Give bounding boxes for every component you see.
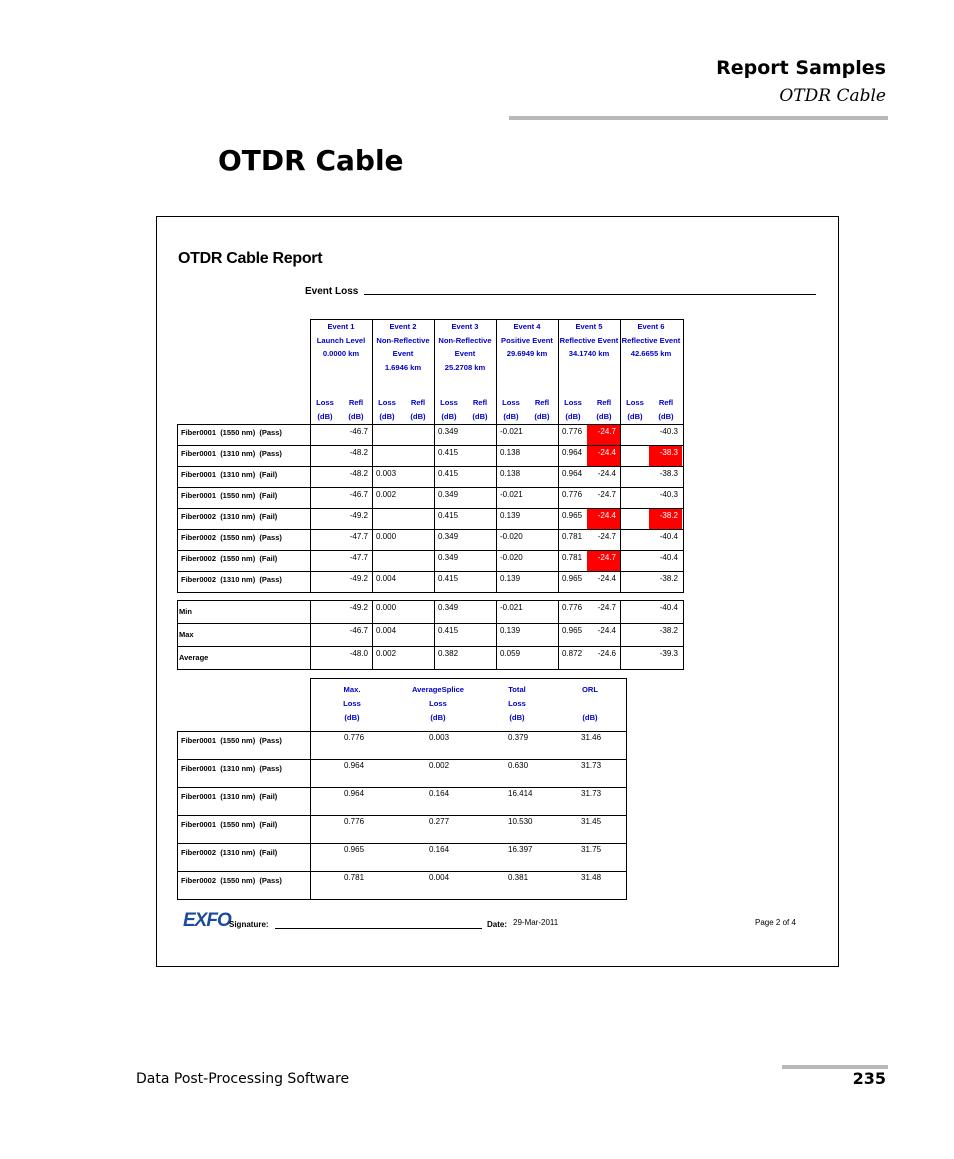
loss-value: 0.965 <box>562 574 583 583</box>
summary-row-label: Fiber0001 (1310 nm) (Pass) <box>181 764 282 773</box>
stat-refl-value: -39.3 <box>659 649 678 658</box>
summary-value: 0.002 <box>429 761 450 770</box>
stat-refl-value: -48.0 <box>349 649 368 658</box>
page-of: Page 2 of 4 <box>755 918 796 927</box>
summary-value: 0.381 <box>508 873 529 882</box>
summary-value: 0.964 <box>344 789 365 798</box>
grid-line <box>177 623 683 624</box>
loss-value: -0.020 <box>500 553 523 562</box>
stats-row-label: Min <box>179 607 192 616</box>
grid-line <box>177 571 683 572</box>
header-subtitle: OTDR Cable <box>779 86 886 106</box>
table-row-label: Fiber0001 (1310 nm) (Fail) <box>181 470 278 479</box>
stats-row-label: Average <box>179 653 209 662</box>
loss-value: 0.002 <box>376 490 397 499</box>
table-row-label: Fiber0001 (1550 nm) (Pass) <box>181 428 282 437</box>
loss-value: 0.964 <box>562 448 583 457</box>
loss-subheader: Loss (dB) <box>502 398 520 421</box>
summary-header-1: Max. Loss (dB) <box>343 685 361 722</box>
stat-loss-value: 0.382 <box>438 649 459 658</box>
loss-subheader: Loss (dB) <box>316 398 334 421</box>
stat-refl-value: -24.4 <box>597 626 616 635</box>
loss-value: 0.781 <box>562 532 583 541</box>
loss-subheader: Loss (dB) <box>564 398 582 421</box>
date-label: Date: <box>487 920 508 929</box>
refl-value: -38.2 <box>659 574 678 583</box>
summary-value: 0.965 <box>344 845 365 854</box>
loss-value: 0.415 <box>438 511 459 520</box>
loss-value: 0.138 <box>500 448 521 457</box>
summary-row-label: Fiber0002 (1550 nm) (Pass) <box>181 876 282 885</box>
event-header-5: Event 5 Reflective Event 34.1740 km <box>559 322 619 358</box>
stat-refl-value: -40.4 <box>659 603 678 612</box>
signature-label: Signature: <box>229 920 269 929</box>
loss-value: 0.139 <box>500 574 521 583</box>
refl-value: -40.4 <box>659 553 678 562</box>
summary-row-label: Fiber0002 (1310 nm) (Fail) <box>181 848 278 857</box>
loss-value: 0.004 <box>376 574 397 583</box>
grid-line <box>177 759 626 760</box>
refl-value: -40.3 <box>659 490 678 499</box>
refl-value: -24.4 <box>597 469 616 478</box>
grid-line <box>177 871 626 872</box>
loss-value: 0.415 <box>438 448 459 457</box>
summary-header-3: Total Loss (dB) <box>508 685 526 722</box>
grid-line <box>177 787 626 788</box>
grid-line <box>310 600 311 670</box>
refl-subheader: Refl (dB) <box>348 398 364 421</box>
refl-value: -46.7 <box>349 490 368 499</box>
refl-value: -40.4 <box>659 532 678 541</box>
stat-refl-value: -49.2 <box>349 603 368 612</box>
loss-value: 0.139 <box>500 511 521 520</box>
summary-value: 31.46 <box>581 733 602 742</box>
summary-value: 0.164 <box>429 845 450 854</box>
summary-value: 31.73 <box>581 761 602 770</box>
loss-subheader: Loss (dB) <box>626 398 644 421</box>
loss-value: 0.000 <box>376 532 397 541</box>
grid-line <box>177 466 683 467</box>
section-rule <box>364 294 816 295</box>
refl-value: -47.7 <box>349 532 368 541</box>
loss-value: 0.415 <box>438 469 459 478</box>
loss-subheader: Loss (dB) <box>378 398 396 421</box>
loss-value: 0.776 <box>562 427 583 436</box>
stat-refl-value: -38.2 <box>659 626 678 635</box>
loss-value: 0.964 <box>562 469 583 478</box>
stat-loss-value: -0.021 <box>500 603 523 612</box>
grid-line <box>177 487 683 488</box>
loss-value: -0.020 <box>500 532 523 541</box>
stat-loss-value: 0.059 <box>500 649 521 658</box>
loss-value: 0.965 <box>562 511 583 520</box>
refl-value: -46.7 <box>349 427 368 436</box>
loss-value: 0.138 <box>500 469 521 478</box>
refl-value: -48.2 <box>349 469 368 478</box>
loss-value: -0.021 <box>500 490 523 499</box>
table-row-label: Fiber0001 (1550 nm) (Fail) <box>181 491 278 500</box>
table-row-label: Fiber0002 (1310 nm) (Fail) <box>181 512 278 521</box>
footer-page-number: 235 <box>852 1069 886 1088</box>
refl-value: -49.2 <box>349 574 368 583</box>
summary-value: 10.530 <box>508 817 533 826</box>
loss-value: 0.349 <box>438 427 459 436</box>
loss-value: 0.776 <box>562 490 583 499</box>
grid-line <box>620 600 621 670</box>
summary-value: 0.776 <box>344 817 365 826</box>
table-row-label: Fiber0002 (1550 nm) (Fail) <box>181 554 278 563</box>
grid-line <box>372 600 373 670</box>
refl-value: -38.3 <box>659 448 678 457</box>
grid-line <box>496 600 497 670</box>
date-value: 29-Mar-2011 <box>513 918 559 927</box>
grid-line <box>177 529 683 530</box>
stat-loss-value: 0.139 <box>500 626 521 635</box>
grid-line <box>177 843 626 844</box>
loss-value: 0.349 <box>438 490 459 499</box>
refl-value: -47.7 <box>349 553 368 562</box>
event-header-6: Event 6 Reflective Event 42.6655 km <box>621 322 681 358</box>
summary-value: 16.414 <box>508 789 533 798</box>
grid-line <box>558 600 559 670</box>
loss-value: 0.415 <box>438 574 459 583</box>
stat-loss-value: 0.415 <box>438 626 459 635</box>
refl-value: -24.4 <box>597 511 616 520</box>
summary-value: 0.781 <box>344 873 365 882</box>
refl-value: -24.7 <box>597 532 616 541</box>
loss-value: 0.003 <box>376 469 397 478</box>
stat-loss-value: 0.004 <box>376 626 397 635</box>
stat-refl-value: -24.7 <box>597 603 616 612</box>
stat-loss-value: 0.776 <box>562 603 583 612</box>
refl-value: -24.7 <box>597 553 616 562</box>
summary-value: 0.964 <box>344 761 365 770</box>
refl-subheader: Refl (dB) <box>534 398 550 421</box>
grid-line <box>434 600 435 670</box>
report-title: OTDR Cable Report <box>178 250 323 267</box>
section-label: Event Loss <box>305 286 359 297</box>
stat-loss-value: 0.349 <box>438 603 459 612</box>
signature-line <box>275 928 482 929</box>
exfo-logo: EXFO <box>183 910 231 931</box>
refl-value: -49.2 <box>349 511 368 520</box>
refl-subheader: Refl (dB) <box>596 398 612 421</box>
refl-value: -24.7 <box>597 490 616 499</box>
page-title: OTDR Cable <box>218 144 404 177</box>
refl-value: -38.3 <box>659 469 678 478</box>
summary-value: 31.45 <box>581 817 602 826</box>
stat-loss-value: 0.002 <box>376 649 397 658</box>
loss-value: 0.349 <box>438 553 459 562</box>
refl-value: -48.2 <box>349 448 368 457</box>
refl-value: -24.4 <box>597 448 616 457</box>
header-rule <box>509 116 888 120</box>
summary-value: 16.397 <box>508 845 533 854</box>
refl-subheader: Refl (dB) <box>658 398 674 421</box>
refl-value: -40.3 <box>659 427 678 436</box>
event-header-3: Event 3 Non-Reflective Event 25.2708 km <box>438 322 492 372</box>
summary-row-label: Fiber0001 (1310 nm) (Fail) <box>181 792 278 801</box>
header-title: Report Samples <box>716 57 886 79</box>
stat-refl-value: -24.6 <box>597 649 616 658</box>
stat-loss-value: 0.000 <box>376 603 397 612</box>
stats-row-label: Max <box>179 630 194 639</box>
summary-value: 0.379 <box>508 733 529 742</box>
loss-value: 0.349 <box>438 532 459 541</box>
summary-value: 31.48 <box>581 873 602 882</box>
summary-value: 0.003 <box>429 733 450 742</box>
refl-subheader: Refl (dB) <box>410 398 426 421</box>
summary-row-label: Fiber0001 (1550 nm) (Fail) <box>181 820 278 829</box>
summary-value: 0.776 <box>344 733 365 742</box>
event-header-2: Event 2 Non-Reflective Event 1.6946 km <box>376 322 430 372</box>
summary-row-label: Fiber0001 (1550 nm) (Pass) <box>181 736 282 745</box>
loss-subheader: Loss (dB) <box>440 398 458 421</box>
summary-value: 0.630 <box>508 761 529 770</box>
event-header-4: Event 4 Positive Event 29.6949 km <box>501 322 553 358</box>
refl-value: -24.7 <box>597 427 616 436</box>
refl-subheader: Refl (dB) <box>472 398 488 421</box>
loss-value: -0.021 <box>500 427 523 436</box>
footer-left: Data Post-Processing Software <box>136 1071 350 1087</box>
stat-refl-value: -46.7 <box>349 626 368 635</box>
stat-loss-value: 0.872 <box>562 649 583 658</box>
summary-header-4: ORL (dB) <box>581 685 599 722</box>
loss-value: 0.781 <box>562 553 583 562</box>
stat-loss-value: 0.965 <box>562 626 583 635</box>
refl-value: -38.2 <box>659 511 678 520</box>
grid-line <box>177 646 683 647</box>
summary-value: 0.277 <box>429 817 450 826</box>
summary-value: 31.73 <box>581 789 602 798</box>
refl-value: -24.4 <box>597 574 616 583</box>
grid-line <box>177 815 626 816</box>
summary-header-2: AverageSplice Loss (dB) <box>411 685 465 722</box>
event-header-1: Event 1 Launch Level 0.0000 km <box>316 322 366 358</box>
summary-value: 0.164 <box>429 789 450 798</box>
summary-value: 0.004 <box>429 873 450 882</box>
table-row-label: Fiber0002 (1550 nm) (Pass) <box>181 533 282 542</box>
summary-value: 31.75 <box>581 845 602 854</box>
table-row-label: Fiber0001 (1310 nm) (Pass) <box>181 449 282 458</box>
table-row-label: Fiber0002 (1310 nm) (Pass) <box>181 575 282 584</box>
